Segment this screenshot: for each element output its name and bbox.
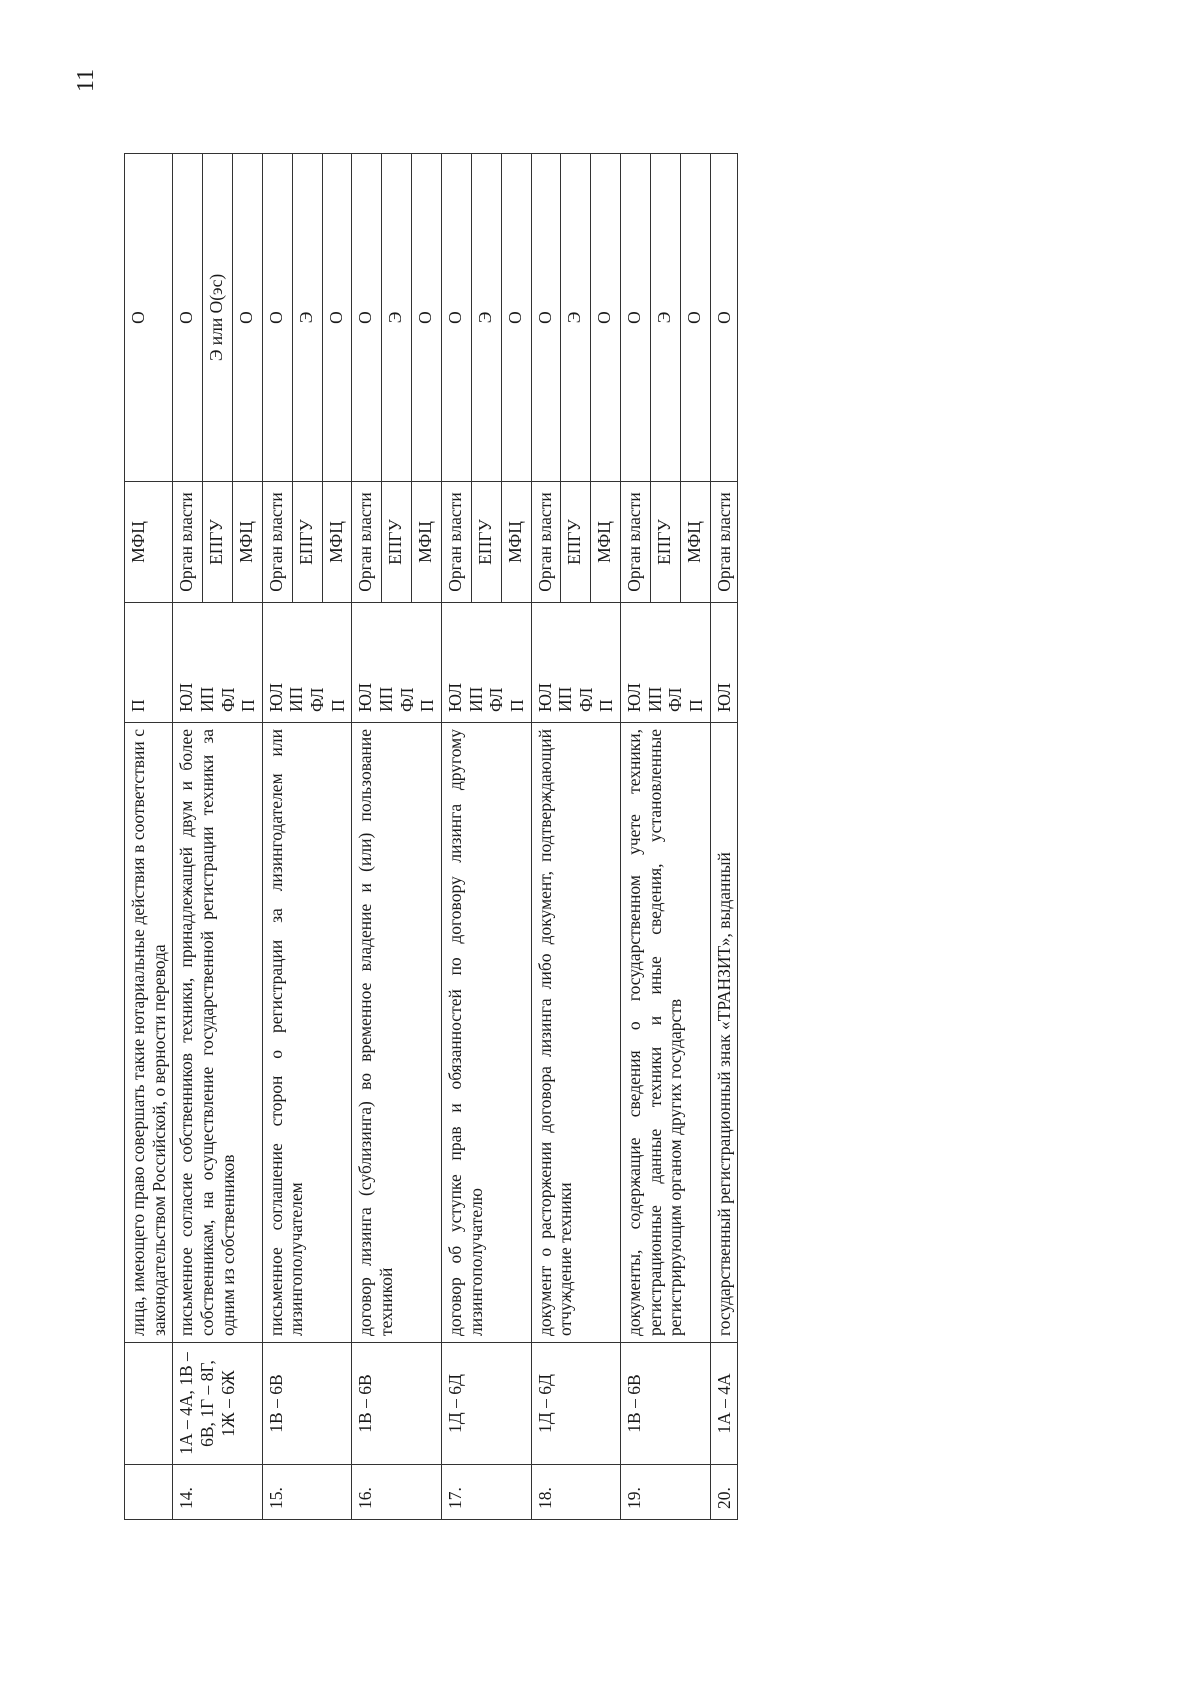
submission-place: Орган власти: [262, 482, 292, 603]
document-form: Э: [292, 154, 322, 482]
document-form: Э: [471, 154, 501, 482]
submission-place: МФЦ: [232, 482, 262, 603]
row-applicant-types: [531, 603, 621, 723]
document-form: О: [125, 154, 173, 482]
document-form: О: [621, 154, 651, 482]
submission-place: ЕПГУ: [650, 482, 680, 603]
submission-place: Орган власти: [710, 482, 738, 603]
row-description: лица, имеющего право совершать такие нотариальные действия в соответствии с законодательством Российской, о верности перевода: [125, 723, 173, 1343]
row-description: договор об уступке прав и обязанностей по договору лизинга другому лизингополучателю: [441, 723, 531, 1343]
document-form: О: [501, 154, 531, 482]
row-categories: 1В – 6В: [262, 1343, 352, 1465]
row-description: письменное соглашение сторон о регистрации за лизингодателем или лизингополучателем: [262, 723, 352, 1343]
row-number: [125, 1465, 173, 1520]
submission-place: ЕПГУ: [561, 482, 591, 603]
row-number: 15.: [262, 1465, 352, 1520]
applicant-type: П: [128, 699, 148, 712]
document-form: Э или О(эс): [203, 154, 233, 482]
submission-place: МФЦ: [412, 482, 442, 603]
row-applicant-types: [621, 603, 711, 723]
row-applicant-types: [710, 603, 738, 723]
document-form: О: [322, 154, 352, 482]
documents-table-rotated: [124, 154, 1052, 1520]
applicant-type: ИП: [376, 686, 397, 712]
submission-place: Орган власти: [621, 482, 651, 603]
table-row: [441, 154, 471, 1520]
applicant-type: П: [238, 699, 259, 712]
row-categories: 1А – 4А, 1В – 6В, 1Г – 8Г, 1Ж – 6Ж: [173, 1343, 263, 1465]
submission-place: ЕПГУ: [203, 482, 233, 603]
row-number: 19.: [621, 1465, 711, 1520]
row-number: 17.: [441, 1465, 531, 1520]
document-form: Э: [650, 154, 680, 482]
applicant-type: ИП: [465, 686, 486, 712]
applicant-type: ИП: [644, 686, 665, 712]
applicant-type: ЮЛ: [713, 683, 734, 712]
document-form: О: [441, 154, 471, 482]
applicant-type: ФЛ: [665, 687, 686, 712]
submission-place: ЕПГУ: [471, 482, 501, 603]
applicant-type: ЮЛ: [265, 683, 286, 712]
applicant-type: П: [686, 699, 707, 712]
row-applicant-types: [352, 603, 442, 723]
applicant-type: П: [327, 699, 348, 712]
applicant-type: ИП: [286, 686, 307, 712]
row-categories: 1Д – 6Д: [441, 1343, 531, 1465]
document-form: О: [531, 154, 561, 482]
document-form: О: [680, 154, 710, 482]
applicant-type: ФЛ: [307, 687, 328, 712]
applicant-type: П: [506, 699, 527, 712]
table-row: [531, 154, 561, 1520]
row-categories: 1Д – 6Д: [531, 1343, 621, 1465]
applicant-type: ФЛ: [575, 687, 596, 712]
submission-place: Орган власти: [173, 482, 203, 603]
row-description: документ о расторжении договора лизинга либо документ, подтверждающий отчуждение техники: [531, 723, 621, 1343]
table-row: [262, 154, 292, 1520]
document-form: О: [173, 154, 203, 482]
row-categories: 1В – 6В: [352, 1343, 442, 1465]
page-number: 11: [73, 68, 99, 92]
row-description: письменное согласие собственников техники, принадлежащей двум и более собственникам, на осуществление государственной регистрации техники за одним из собственников: [173, 723, 263, 1343]
submission-place: Орган власти: [531, 482, 561, 603]
submission-place: ЕПГУ: [382, 482, 412, 603]
row-applicant-types: [441, 603, 531, 723]
applicant-type: ИП: [196, 686, 217, 712]
applicant-type: ЮЛ: [176, 683, 197, 712]
applicant-type: ИП: [555, 686, 576, 712]
submission-place: МФЦ: [501, 482, 531, 603]
document-form: О: [412, 154, 442, 482]
row-number: 16.: [352, 1465, 442, 1520]
document-form: О: [710, 154, 738, 482]
table-row: [125, 154, 173, 1520]
applicant-type: П: [596, 699, 617, 712]
table-row: [710, 154, 738, 1520]
document-form: О: [262, 154, 292, 482]
row-description: договор лизинга (сублизинга) во временное владение и (или) пользование техникой: [352, 723, 442, 1343]
applicant-type: ФЛ: [217, 687, 238, 712]
submission-place: Орган власти: [352, 482, 382, 603]
submission-place: МФЦ: [591, 482, 621, 603]
document-form: О: [232, 154, 262, 482]
document-form: Э: [561, 154, 591, 482]
row-categories: 1В – 6В: [621, 1343, 711, 1465]
row-applicant-types: [173, 603, 263, 723]
documents-table: [124, 153, 738, 1520]
table-row: [621, 154, 651, 1520]
row-description: документы, содержащие сведения о государственном учете техники, регистрационные данные техники и иные сведения, установленные регистрирующим органом других государств: [621, 723, 711, 1343]
document-form: О: [352, 154, 382, 482]
applicant-type: ЮЛ: [624, 683, 645, 712]
row-applicant-types: [262, 603, 352, 723]
row-categories: [125, 1343, 173, 1465]
row-number: 18.: [531, 1465, 621, 1520]
row-applicant-types: [125, 603, 173, 723]
table-row: [352, 154, 382, 1520]
document-form: О: [591, 154, 621, 482]
applicant-type: ЮЛ: [534, 683, 555, 712]
row-number: 14.: [173, 1465, 263, 1520]
table-row: [173, 154, 203, 1520]
applicant-type: П: [417, 699, 438, 712]
applicant-type: ЮЛ: [444, 683, 465, 712]
row-description: государственный регистрационный знак «ТРАНЗИТ», выданный: [710, 723, 738, 1343]
applicant-type: ФЛ: [396, 687, 417, 712]
submission-place: Орган власти: [441, 482, 471, 603]
submission-place: ЕПГУ: [292, 482, 322, 603]
submission-place: МФЦ: [680, 482, 710, 603]
row-number: 20.: [710, 1465, 738, 1520]
document-form: Э: [382, 154, 412, 482]
applicant-type: ЮЛ: [355, 683, 376, 712]
table-body: [125, 154, 738, 1520]
row-categories: 1А – 4А: [710, 1343, 738, 1465]
applicant-type: ФЛ: [486, 687, 507, 712]
submission-place: МФЦ: [322, 482, 352, 603]
submission-place: МФЦ: [125, 482, 173, 603]
